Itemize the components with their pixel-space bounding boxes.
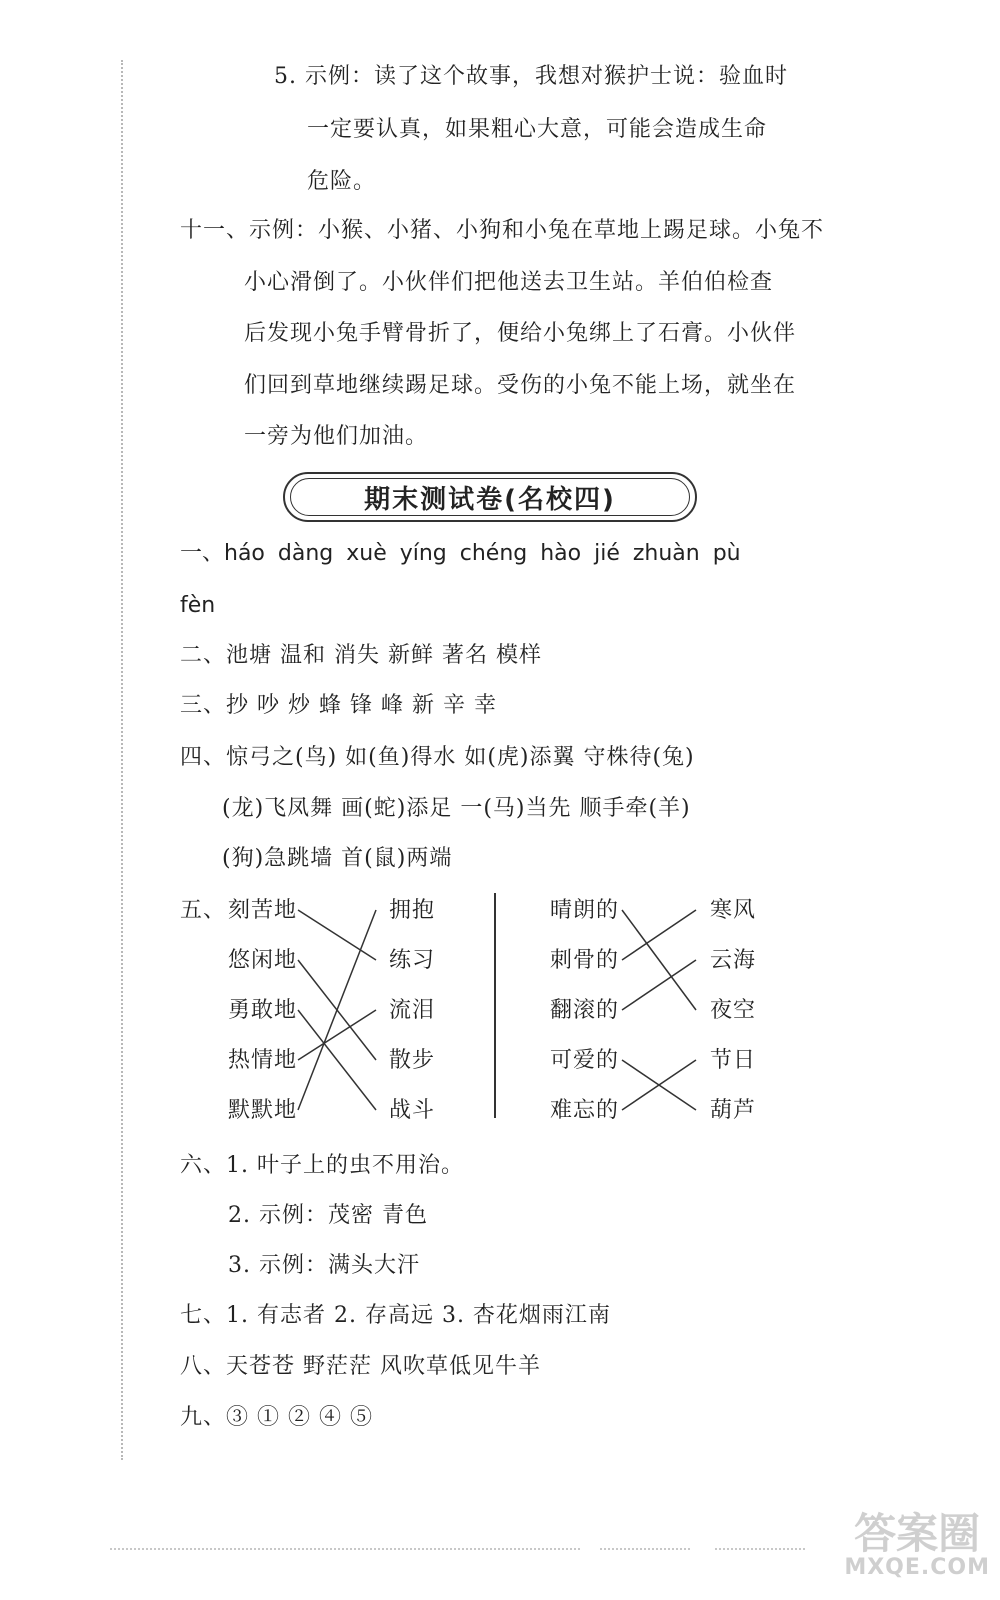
- match-right-word-2: 夜空: [710, 998, 757, 1023]
- section-title: 期末测试卷(名校四): [364, 484, 616, 515]
- match-line-left: [298, 910, 376, 960]
- answer-4-line-3: (狗)急跳墙 首(鼠)两端: [222, 846, 453, 871]
- footer-dotted-rule: [600, 1548, 690, 1550]
- match-right-word-2: 节日: [710, 1048, 757, 1073]
- answer-1-line-1: 一、háo dàng xuè yíng chéng hào jié zhuàn pù: [180, 541, 741, 566]
- footer-dotted-rule: [715, 1548, 805, 1550]
- match-right-word: 散步: [389, 1048, 436, 1073]
- answer-11-line-4: 们回到草地继续踢足球。受伤的小兔不能上场，就坐在: [244, 373, 797, 398]
- match-right-word: 战斗: [389, 1098, 436, 1123]
- answer-4-line-1: 四、惊弓之(鸟) 如(鱼)得水 如(虎)添翼 守株待(兔): [180, 745, 695, 770]
- match-line-right: [622, 960, 696, 1010]
- answer-2: 二、池塘 温和 消失 新鲜 著名 模样: [180, 643, 542, 668]
- match-line-right: [622, 910, 696, 960]
- answer-4-line-2: (龙)飞凤舞 画(蛇)添足 一(马)当先 顺手牵(羊): [222, 796, 691, 821]
- match-left-word: 刻苦地: [228, 898, 298, 923]
- match-left-word-2: 难忘的: [550, 1098, 620, 1123]
- watermark-title: 答案圈: [854, 1509, 981, 1558]
- answer-6-line-3: 3. 示例：满头大汗: [228, 1253, 420, 1278]
- match-right-word-2: 葫芦: [710, 1098, 757, 1123]
- match-right-word-2: 云海: [710, 948, 757, 973]
- answer-10-5-line-1: 5. 示例：读了这个故事，我想对猴护士说：验血时: [274, 64, 788, 89]
- match-right-word: 拥抱: [389, 898, 436, 923]
- watermark-logo: [844, 1509, 990, 1580]
- answer-7: 七、1. 有志者 2. 存高远 3. 杏花烟雨江南: [180, 1303, 611, 1328]
- match-right-word-2: 寒风: [710, 898, 757, 923]
- answer-3: 三、抄 吵 炒 蜂 锋 峰 新 辛 幸: [180, 693, 497, 718]
- match-line-left: [298, 910, 376, 1110]
- answer-11-line-5: 一旁为他们加油。: [244, 424, 429, 449]
- answer-11-line-1: 十一、示例：小猴、小猪、小狗和小兔在草地上踢足球。小兔不: [180, 218, 825, 243]
- match-left-word: 悠闲地: [228, 948, 298, 973]
- match-left-word-2: 晴朗的: [550, 898, 620, 923]
- footer-dotted-rule: [110, 1548, 580, 1550]
- match-left-word: 默默地: [228, 1098, 298, 1123]
- match-left-word-2: 刺骨的: [550, 948, 620, 973]
- answer-1-line-2: fèn: [180, 593, 216, 618]
- answer-6-line-2: 2. 示例：茂密 青色: [228, 1203, 428, 1228]
- answer-8: 八、天苍苍 野茫茫 风吹草低见牛羊: [180, 1354, 541, 1379]
- match-line-left: [298, 1010, 376, 1060]
- answer-9: 九、③ ① ② ④ ⑤: [180, 1405, 373, 1430]
- answer-10-5-line-2: 一定要认真，如果粗心大意，可能会造成生命: [307, 117, 768, 142]
- answer-11-line-2: 小心滑倒了。小伙伴们把他送去卫生站。羊伯伯检查: [244, 270, 774, 295]
- match-left-word: 勇敢地: [228, 998, 298, 1023]
- match-right-word: 流泪: [389, 998, 436, 1023]
- answer-5-label: 五、: [180, 898, 227, 923]
- answer-10-5-line-3: 危险。: [307, 169, 377, 194]
- match-left-word-2: 翻滚的: [550, 998, 620, 1023]
- match-right-word: 练习: [389, 948, 436, 973]
- watermark-domain: MXQE.COM: [844, 1555, 990, 1580]
- match-left-word: 热情地: [228, 1048, 298, 1073]
- match-left-word-2: 可爱的: [550, 1048, 620, 1073]
- match-line-right: [622, 910, 696, 1010]
- answer-6-line-1: 六、1. 叶子上的虫不用治。: [180, 1153, 464, 1178]
- answer-11-line-3: 后发现小兔手臂骨折了，便给小兔绑上了石膏。小伙伴: [244, 321, 797, 346]
- match-line-left: [298, 1010, 376, 1110]
